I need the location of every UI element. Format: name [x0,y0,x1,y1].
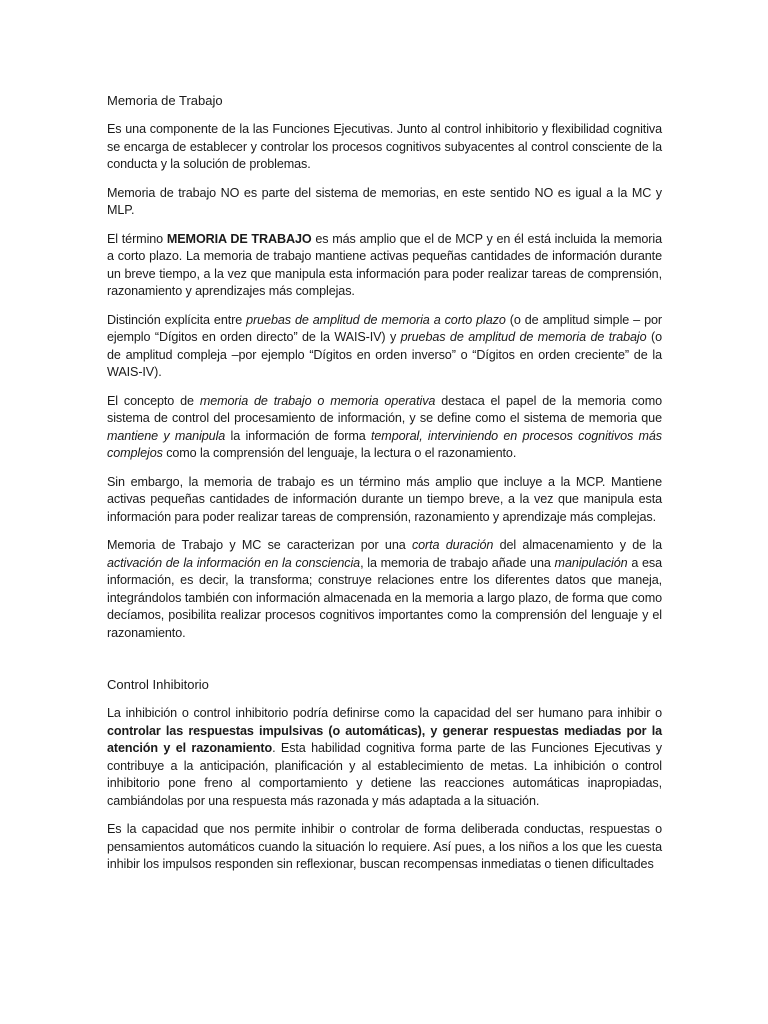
italic-text: manipulación [554,555,628,570]
text-run: (o de amplitud simple – por ejemplo “Dígitos en orden directo” de la WAIS-IV) y [107,312,662,344]
paragraph [107,312,662,382]
text-run: , la memoria de trabajo añade una [360,555,555,570]
text-run: la información de forma [225,428,371,443]
text-run: del almacenamiento y de la [493,538,662,552]
paragraph [107,393,662,463]
text-run: a esa información, es decir, la transforma; construye relaciones entre los diferentes datos que maneja, integrándolos también con información almacenada en la memoria a largo plazo, de forma que como decíamos, posibilita realizar procesos cognitivos importantes como la comprensión del lenguaje y el razonamiento. [107,555,662,640]
text-run: El concepto de [107,393,200,408]
section-body-memoria [107,121,662,642]
paragraph [107,537,662,642]
paragraph [107,185,662,220]
italic-text: mantiene y manipula [107,428,226,443]
italic-text: activación de la información en la consciencia [107,555,361,570]
text-run: Distinción explícita entre [107,312,247,327]
text-run: Memoria de trabajo NO es parte del sistema de memorias, en este sentido NO es igual a la MC y MLP. [107,185,662,217]
section-body-control [107,705,662,874]
text-run: Memoria de Trabajo y MC se caracterizan por una [107,538,412,552]
bold-text: controlar las respuestas impulsivas (o automáticas), y generar respuestas mediadas por la atención y el razonamiento [107,723,662,755]
paragraph [107,821,662,874]
section-heading-memoria: Memoria de Trabajo [107,93,223,108]
bold-text: MEMORIA DE TRABAJO [166,231,312,246]
italic-text: temporal, interviniendo en procesos cognitivos más complejos [107,428,663,460]
text-run: Es la capacidad que nos permite inhibir o controlar de forma deliberada conductas, respuestas o pensamientos automáticos cuando la situación lo requiere. Así pues, a los niños a los que les cuesta inhibir los impulsos responden sin reflexionar, buscan recompensas inmediatas o tienen dificultades [107,822,662,871]
italic-text: corta duración [411,538,494,552]
text-run: . Esta habilidad cognitiva forma parte de las Funciones Ejecutivas y contribuye a la anticipación, planificación y al establecimiento de metas. La inhibición o control inhibitorio pone freno al comportamiento y detiene las reacciones automáticas inapropiadas, cambiándolas por una respuesta más razonada y más adaptada a la situación. [107,741,662,808]
text-run: (o de amplitud compleja –por ejemplo “Dígitos en orden inverso” o “Dígitos en orden creciente” de la WAIS-IV). [107,330,663,379]
italic-text: pruebas de amplitud de memoria a corto plazo [246,312,506,327]
text-run: Es una componente de la las Funciones Ejecutivas. Junto al control inhibitorio y flexibilidad cognitiva se encarga de establecer y controlar los procesos cognitivos subyacentes al control consciente de la conducta y la solución de problemas. [107,122,662,171]
text-run: El término [107,231,167,246]
text-run: destaca el papel de la memoria como sistema de control del procesamiento de información, y se define como el sistema de memoria que [107,393,662,425]
text-run: es más amplio que el de MCP y en él está incluida la memoria a corto plazo. La memoria de trabajo mantiene activas pequeñas cantidades de información durante un breve tiempo, a la vez que manipula esta información para poder realizar tareas de comprensión, razonamiento y aprendizajes más complejas. [107,231,663,298]
paragraph [107,705,662,810]
paragraph [107,121,662,174]
text-run: como la comprensión del lenguaje, la lectura o el razonamiento. [162,446,517,460]
paragraph [107,231,662,301]
italic-text: memoria de trabajo o memoria operativa [199,393,436,408]
italic-text: pruebas de amplitud de memoria de trabajo [400,330,647,344]
section-heading-control: Control Inhibitorio [107,677,209,692]
text-run: La inhibición o control inhibitorio podría definirse como la capacidad del ser humano para inhibir o [107,706,662,720]
text-run: Sin embargo, la memoria de trabajo es un término más amplio que incluye a la MCP. Mantiene activas pequeñas cantidades de información durante un tiempo breve, a la vez que manipula esta información para poder realizar tareas de comprensión, razonamiento y aprendizaje más complejas. [107,474,662,524]
paragraph [107,474,662,527]
